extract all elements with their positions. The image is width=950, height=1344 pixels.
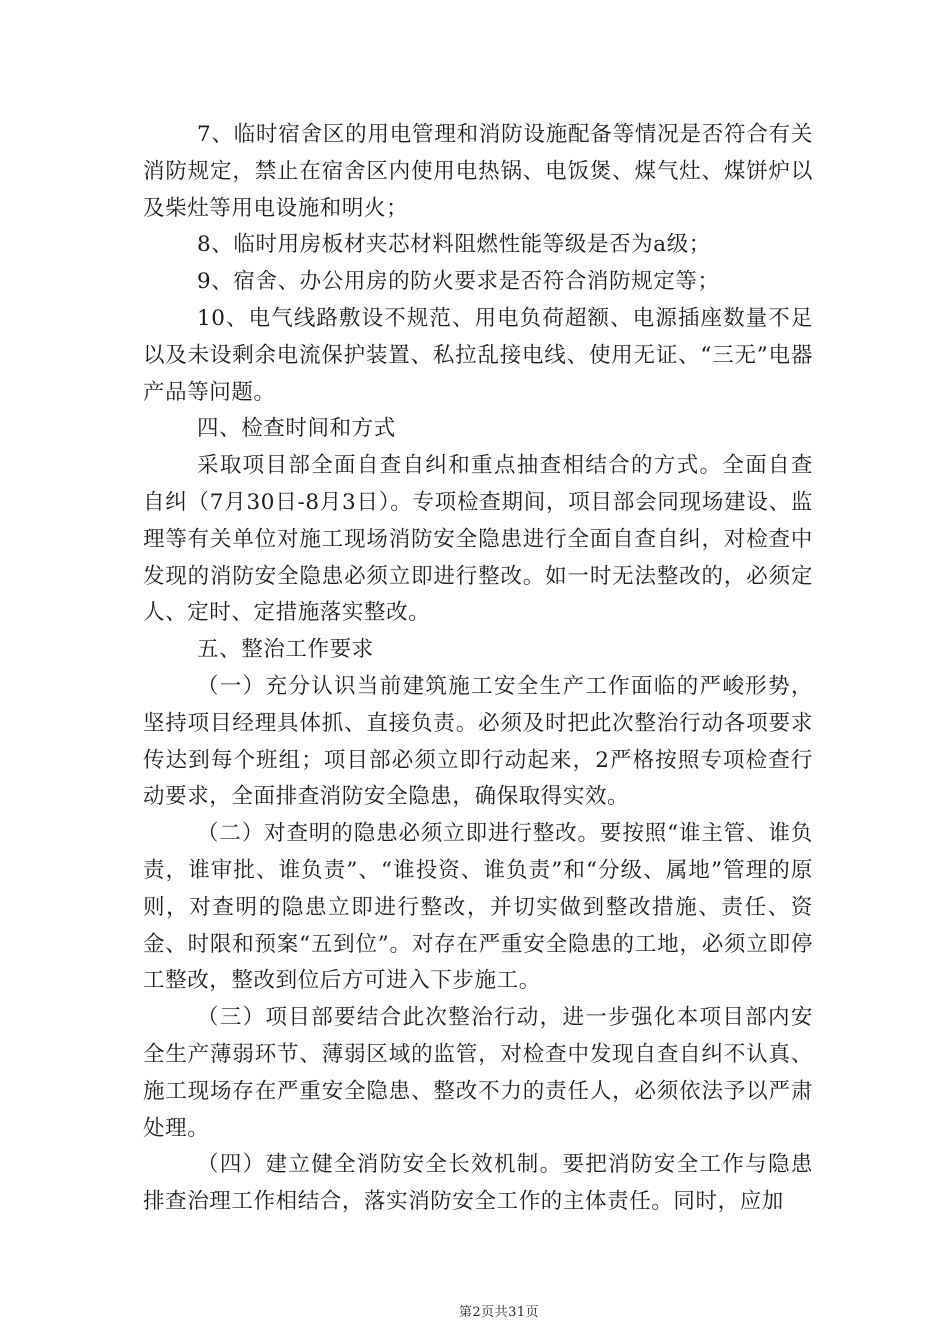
paragraph-requirement-4: （四）建立健全消防安全长效机制。要把消防安全工作与隐患排查治理工作相结合，落实消防安全工作的主体责任。同时，应加 bbox=[143, 1152, 813, 1215]
paragraph-inspection-method: 采取项目部全面自查自纠和重点抽查相结合的方式。全面自查自纠（7月30日-8月3日）。专项检查期间，项目部会同现场建设、监理等有关单位对施工现场消防安全隐患进行全面自查自纠，对检查中发现的消防安全隐患必须立即进行整改。如一时无法整改的，必须定人、定时、定措施落实整改。 bbox=[143, 453, 813, 626]
paragraph-requirement-3: （三）项目部要结合此次整治行动，进一步强化本项目部内安全生产薄弱环节、薄弱区域的监管，对检查中发现自查自纠不认真、施工现场存在严重安全隐患、整改不力的责任人，必须依法予以严肃处理。 bbox=[143, 1005, 813, 1141]
paragraph-item-9: 9、宿舍、办公用房的防火要求是否符合消防规定等； bbox=[197, 269, 720, 295]
section-heading-5: 五、整治工作要求 bbox=[197, 637, 374, 663]
paragraph-item-8: 8、临时用房板材夹芯材料阻燃性能等级是否为a级； bbox=[197, 232, 711, 258]
section-heading-4: 四、检查时间和方式 bbox=[197, 416, 396, 442]
page-number-footer: 第2页共31页 bbox=[458, 1305, 540, 1320]
paragraph-item-10: 10、电气线路敷设不规范、用电负荷超额、电源插座数量不足以及未设剩余电流保护装置、私拉乱接电线、使用无证、“三无”电器产品等问题。 bbox=[143, 305, 813, 405]
document-body bbox=[143, 117, 813, 1221]
paragraph-requirement-2: （二）对查明的隐患必须立即进行整改。要按照“谁主管、谁负责，谁审批、谁负责”、“谁投资、谁负责”和“分级、属地”管理的原则，对查明的隐患立即进行整改，并切实做到整改措施、责任、资金、时限和预案“五到位”。对存在严重安全隐患的工地，必须立即停工整改，整改到位后方可进入下步施工。 bbox=[143, 821, 813, 994]
paragraph-requirement-1: （一）充分认识当前建筑施工安全生产工作面临的严峻形势，坚持项目经理具体抓、直接负责。必须及时把此次整治行动各项要求传达到每个班组；项目部必须立即行动起来，2严格按照专项检查行动要求，全面排查消防安全隐患，确保取得实效。 bbox=[143, 673, 813, 810]
paragraph-item-7: 7、临时宿舍区的用电管理和消防设施配备等情况是否符合有关消防规定，禁止在宿舍区内使用电热锅、电饭煲、煤气灶、煤饼炉以及柴灶等用电设施和明火； bbox=[143, 122, 813, 221]
